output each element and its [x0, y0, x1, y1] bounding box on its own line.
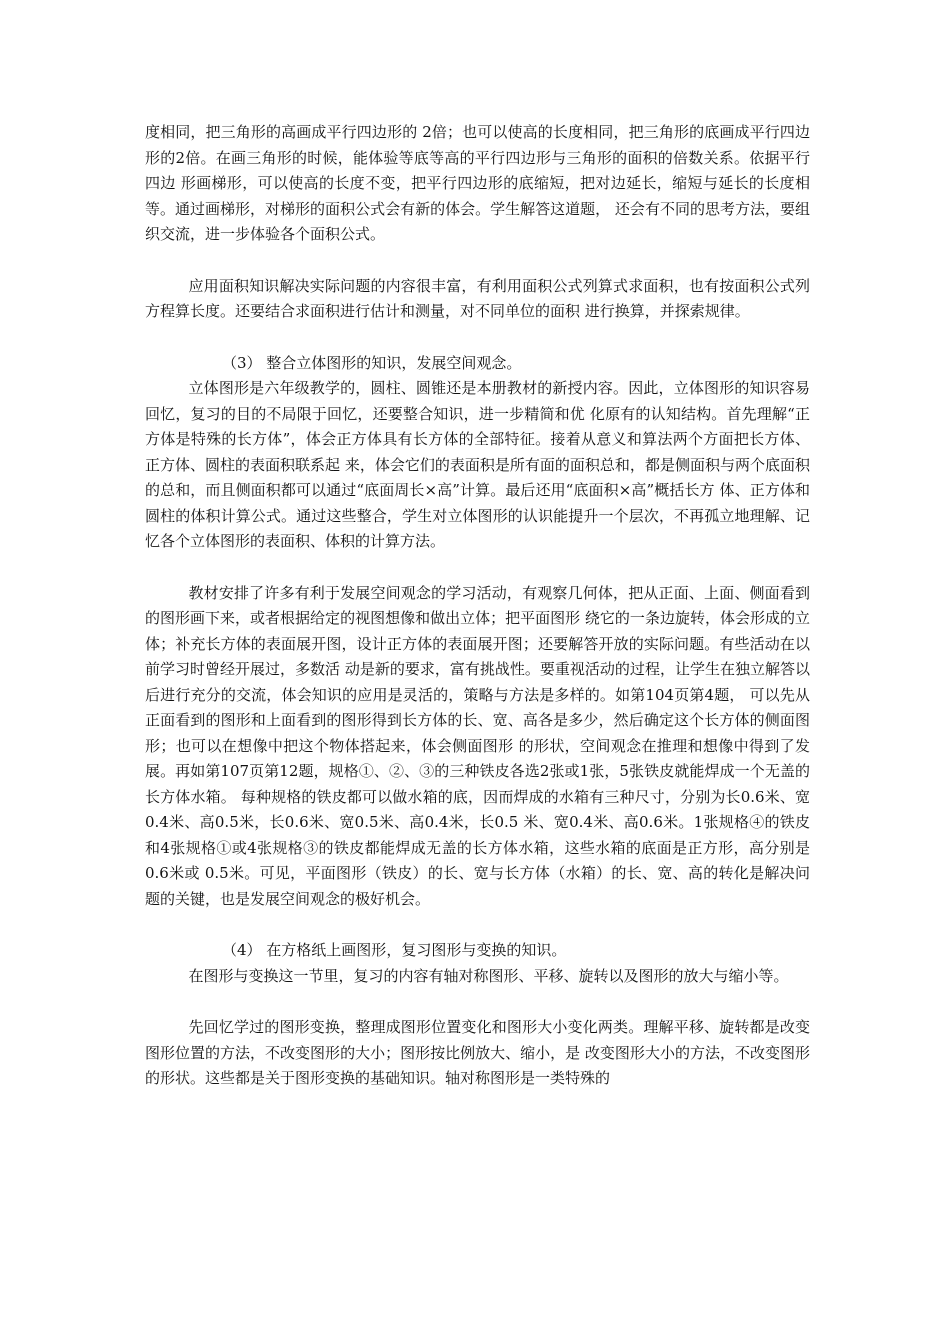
paragraph-spatial-activities: 教材安排了许多有利于发展空间观念的学习活动，有观察几何体，把从正面、上面、侧面看到的图形画下来，或者根据给定的视图想像和做出立体；把平面图形 绕它的一条边旋转，体会形成的立体；补充长方体的表面展开图，设计正方体的表面展开图；还要解答开放的实际问题。有些活动在以前学习时曾经开展过，多数活 动是新的要求，富有挑战性。要重视活动的过程，让学生在独立解答以后进行充分的交流，体会知识的应用是灵活的，策略与方法是多样的。如第104页第4题， 可以先从正面看到的图形和上面看到的图形得到长方体的长、宽、高各是多少，然后确定这个长方体的侧面图形；也可以在想像中把这个物体搭起来，体会侧面图形 的形状，空间观念在推理和想像中得到了发展。再如第107页第12题，规格①、②、③的三种铁皮各选2张或1张，5张铁皮就能焊成一个无盖的长方体水箱。 每种规格的铁皮都可以做水箱的底，因而焊成的水箱有三种尺寸，分别为长0.6米、宽0.4米、高0.5米，长0.6米、宽0.5米、高0.4米，长0.5 米、宽0.4米、高0.6米。1张规格④的铁皮和4张规格①或4张规格③的铁皮都能焊成无盖的长方体水箱，这些水箱的底面是正方形，高分别是0.6米或 0.5米。可见，平面图形（铁皮）的长、宽与长方体（水箱）的长、宽、高的转化是解决问题的关键，也是发展空间观念的极好机会。 [145, 583, 810, 908]
paragraph-transformations-intro: 在图形与变换这一节里，复习的内容有轴对称图形、平移、旋转以及图形的放大与缩小等。 [188, 966, 789, 985]
paragraph-area-drawing: 度相同，把三角形的高画成平行四边形的 2倍；也可以使高的长度相同，把三角形的底画成平行四边形的2倍。在画三角形的时候，能体验等底等高的平行四边形与三角形的面积的倍数关系。依据平行四边 形画梯形，可以使高的长度不变，把平行四边形的底缩短，把对边延长，缩短与延长的长度相等。通过画梯形，对梯形的面积公式会有新的体会。学生解答这道题， 还会有不同的思考方法，要组织交流，进一步体验各个面积公式。 [145, 123, 810, 243]
section-heading-3: （3） 整合立体图形的知识，发展空间观念。 [222, 353, 522, 372]
paragraph-transformations-review: 先回忆学过的图形变换，整理成图形位置变化和图形大小变化两类。理解平移、旋转都是改变图形位置的方法，不改变图形的大小；图形按比例放大、缩小，是 改变图形大小的方法，不改变图形的形状。这些都是关于图形变换的基础知识。轴对称图形是一类特殊的 [145, 1018, 810, 1087]
paragraph-solid-figures: 立体图形是六年级教学的，圆柱、圆锥还是本册教材的新授内容。因此，立体图形的知识容易回忆，复习的目的不局限于回忆，还要整合知识，进一步精简和优 化原有的认知结构。首先理解“正方体是特殊的长方体”，体会正方体具有长方体的全部特征。接着从意义和算法两个方面把长方体、正方体、圆柱的表面积联系起 来，体会它们的表面积是所有面的面积总和，都是侧面积与两个底面积的总和，而且侧面积都可以通过“底面周长×高”计算。最后还用“底面积×高”概括长方 体、正方体和圆柱的体积计算公式。通过这些整合，学生对立体图形的认识能提升一个层次，不再孤立地理解、记忆各个立体图形的表面积、体积的计算方法。 [145, 379, 810, 550]
section-heading-4: （4） 在方格纸上画图形，复习图形与变换的知识。 [222, 941, 567, 959]
document-body [145, 120, 810, 1092]
paragraph-area-application: 应用面积知识解决实际问题的内容很丰富，有利用面积公式列算式求面积，也有按面积公式列方程算长度。还要结合求面积进行估计和测量，对不同单位的面积 进行换算，并探索规律。 [145, 276, 810, 320]
